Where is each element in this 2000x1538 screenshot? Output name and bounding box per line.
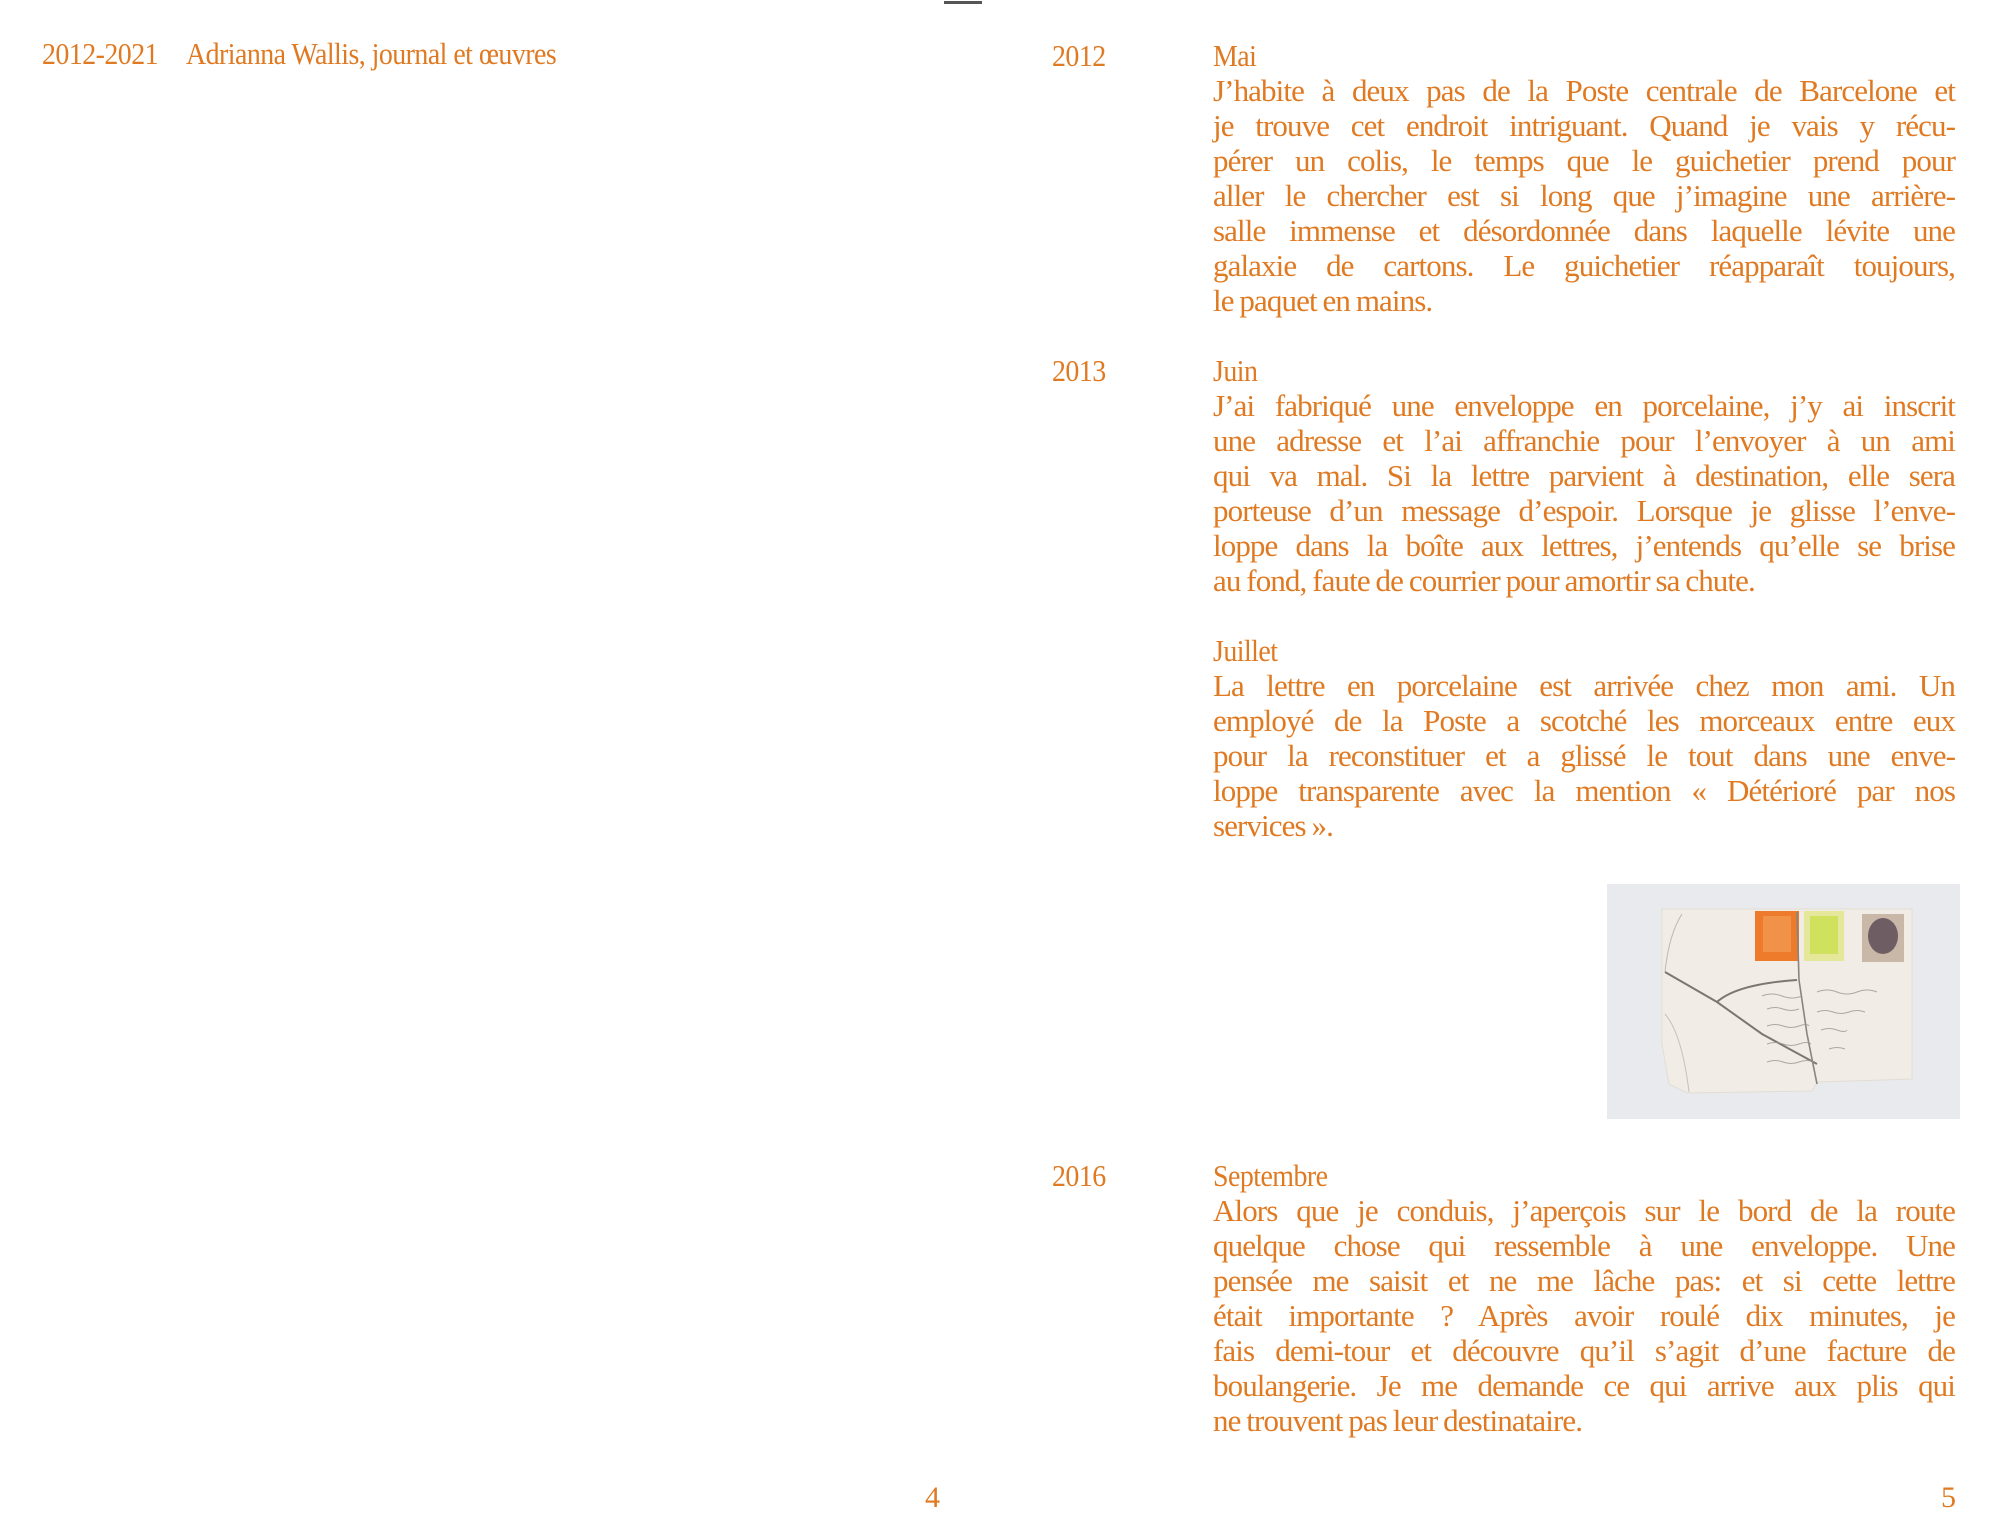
- envelope-photo: [1607, 884, 1960, 1119]
- text-line: pérer un colis, le temps que le guichetier prend pour: [1213, 143, 1955, 178]
- right-page: [1000, 0, 2000, 1538]
- text-line: employé de la Poste a scotché les morceaux entre eux: [1213, 703, 1955, 738]
- page-number-right: 5: [1941, 1481, 1956, 1514]
- text-line: loppe dans la boîte aux lettres, j’entends qu’elle se brise: [1213, 528, 1955, 563]
- text-line: au fond, faute de courrier pour amortir sa chute.: [1213, 563, 1755, 598]
- sub-entry-juillet: [1213, 633, 1955, 843]
- entry-year: 2012: [1052, 38, 1106, 73]
- entry-month: Septembre: [1213, 1158, 1328, 1193]
- entry-month: Juillet: [1213, 633, 1278, 668]
- running-head-title: Adrianna Wallis, journal et œuvres: [186, 36, 557, 71]
- text-line: était importante ? Après avoir roulé dix minutes, je: [1213, 1298, 1955, 1333]
- text-line: une adresse et l’ai affranchie pour l’envoyer à un ami: [1213, 423, 1955, 458]
- porcelain-envelope-image: [1607, 884, 1960, 1119]
- entry-body: [1213, 1158, 1955, 1438]
- text-line: salle immense et désordonnée dans laquelle lévite une: [1213, 213, 1955, 248]
- running-head-years: 2012-2021: [42, 36, 159, 71]
- text-line: loppe transparente avec la mention « Détérioré par nos: [1213, 773, 1955, 808]
- text-line: Alors que je conduis, j’aperçois sur le bord de la route: [1213, 1193, 1955, 1228]
- text-line: je trouve cet endroit intriguant. Quand je vais y récu-: [1213, 108, 1955, 143]
- text-line: galaxie de cartons. Le guichetier réapparaît toujours,: [1213, 248, 1955, 283]
- entry-body: [1213, 38, 1955, 318]
- text-line: J’habite à deux pas de la Poste centrale de Barcelone et: [1213, 73, 1955, 108]
- text-line: La lettre en porcelaine est arrivée chez mon ami. Un: [1213, 668, 1955, 703]
- running-head: [42, 36, 556, 71]
- entry-body: [1213, 353, 1955, 843]
- text-line: fais demi-tour et découvre qu’il s’agit d’une facture de: [1213, 1333, 1955, 1368]
- text-line: qui va mal. Si la lettre parvient à destination, elle sera: [1213, 458, 1955, 493]
- entry-month: Juin: [1213, 353, 1258, 388]
- text-line: aller le chercher est si long que j’imagine une arrière-: [1213, 178, 1955, 213]
- entry-month: Mai: [1213, 38, 1257, 73]
- text-line: pensée me saisit et ne me lâche pas: et si cette lettre: [1213, 1263, 1955, 1298]
- text-line: ne trouvent pas leur destinataire.: [1213, 1403, 1583, 1438]
- text-line: quelque chose qui ressemble à une enveloppe. Une: [1213, 1228, 1955, 1263]
- text-line: J’ai fabriqué une enveloppe en porcelaine, j’y ai inscrit: [1213, 388, 1955, 423]
- text-line: le paquet en mains.: [1213, 283, 1433, 318]
- text-line: services ».: [1213, 808, 1333, 843]
- text-line: porteuse d’un message d’espoir. Lorsque je glisse l’enve-: [1213, 493, 1955, 528]
- entry-year: 2013: [1052, 353, 1106, 388]
- entry-year: 2016: [1052, 1158, 1106, 1193]
- page-number-left: 4: [925, 1481, 940, 1514]
- text-line: boulangerie. Je me demande ce qui arrive aux plis qui: [1213, 1368, 1955, 1403]
- text-line: pour la reconstituer et a glissé le tout dans une enve-: [1213, 738, 1955, 773]
